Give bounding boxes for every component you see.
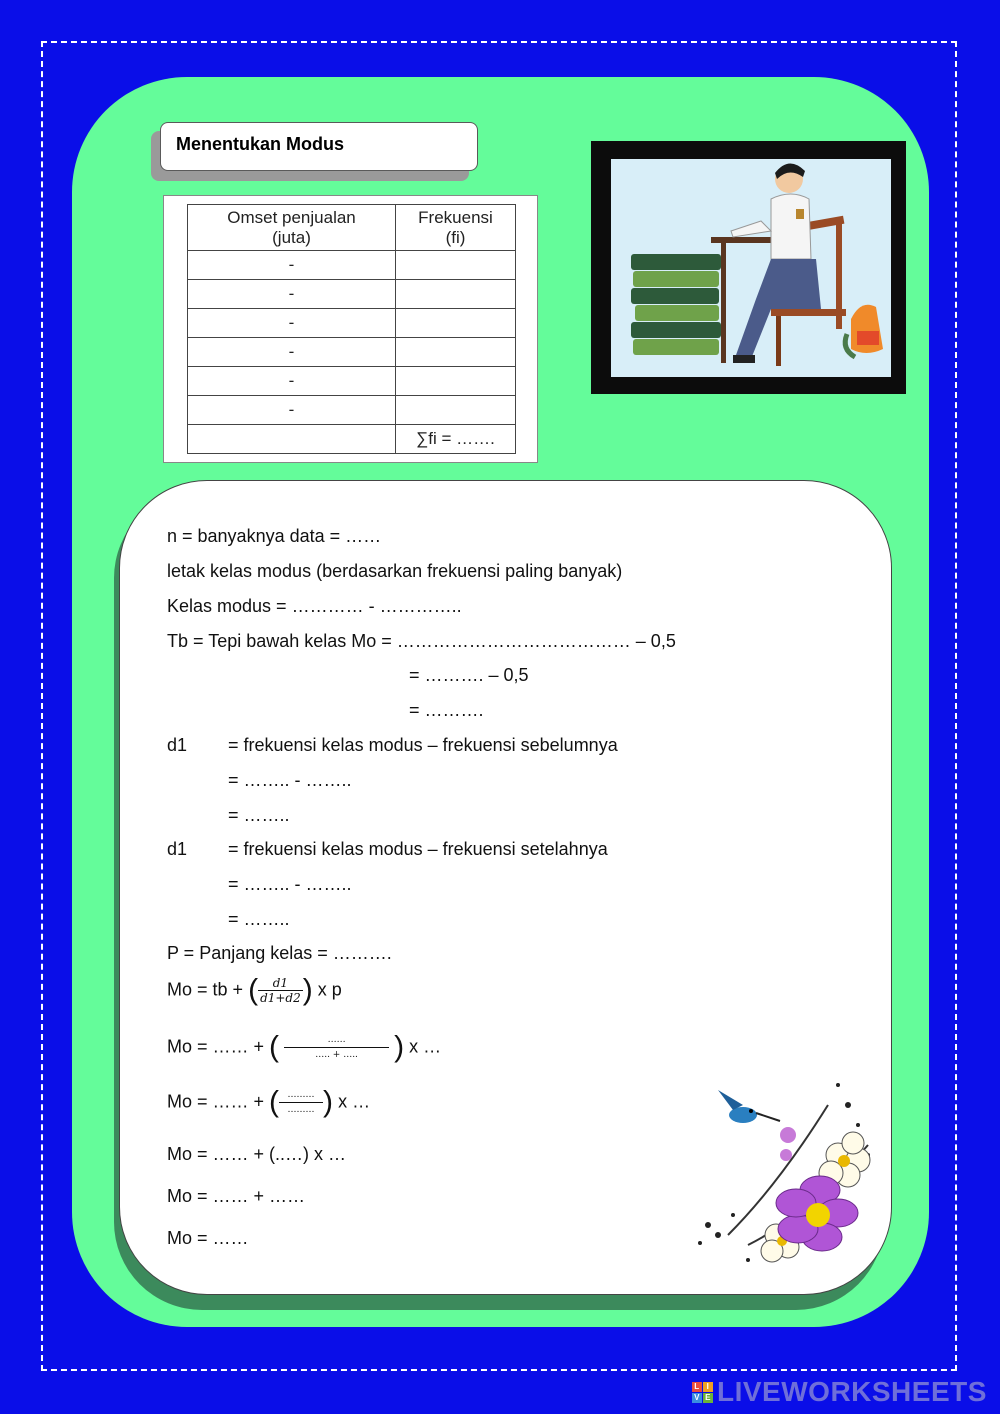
page-title: Menentukan Modus [160, 122, 478, 171]
omset-cell[interactable]: - [188, 251, 396, 280]
omset-cell[interactable]: - [188, 280, 396, 309]
d1-label: d1 [167, 735, 188, 755]
liveworksheets-watermark: L I V E LIVEWORKSHEETS [692, 1376, 987, 1408]
omset-cell[interactable]: - [188, 367, 396, 396]
student-illustration [611, 159, 891, 377]
table-row [188, 396, 516, 425]
freq-cell[interactable] [396, 280, 516, 309]
formula-fraction: $\frac{d1}{d1+d2}$ [260, 976, 301, 1005]
sum-cell: ∑fi = ……. [396, 425, 516, 454]
line-letak: letak kelas modus (berdasarkan frekuensi paling banyak) [167, 561, 623, 581]
omset-cell[interactable]: - [188, 309, 396, 338]
student-studying-icon [611, 159, 891, 377]
table-row [188, 367, 516, 396]
modus-step-2: Mo = …… + ( $\frac{\dots\dots\dots}{\dots\dots\dots}$ ) x … [167, 1085, 371, 1119]
freq-cell[interactable] [396, 367, 516, 396]
line-d2-result: = …….. [228, 909, 290, 929]
modus-step-4[interactable]: Mo = …… + …… [167, 1186, 306, 1206]
freq-cell[interactable] [396, 309, 516, 338]
flower-decoration-icon [688, 1065, 888, 1275]
line-d1-result: = …….. [228, 805, 290, 825]
omset-cell[interactable]: - [188, 396, 396, 425]
omset-cell[interactable]: - [188, 338, 396, 367]
table-row [188, 280, 516, 309]
step1-fraction: $\frac{\dots\dots}{\dots.. + \dots..}$ [284, 1033, 389, 1062]
sum-empty-cell [188, 425, 396, 454]
line-d2-calc: = …….. - …….. [228, 874, 352, 894]
line-d1-calc: = …….. - …….. [228, 770, 352, 790]
liveworksheets-logo-icon: L I V E [692, 1382, 713, 1403]
freq-cell[interactable] [396, 251, 516, 280]
line-tb-calc: = ………. – 0,5 [409, 665, 529, 685]
modus-step-1: Mo = …… + ( $\frac{\dots\dots}{\dots.. + \dots..}$ ) x … [167, 1030, 442, 1064]
line-d1: = frekuensi kelas modus – frekuensi sebelumnya [228, 735, 618, 755]
header-frekuensi: Frekuensi (fi) [396, 205, 516, 251]
line-kelas-modus: Kelas modus = ………… - ………….. [167, 596, 462, 616]
freq-cell[interactable] [396, 338, 516, 367]
freq-cell[interactable] [396, 396, 516, 425]
student-illustration-frame [591, 141, 906, 394]
table-sum-row [188, 425, 516, 454]
line-tb: Tb = Tepi bawah kelas Mo = ………………………………… – 0,5 [167, 631, 676, 651]
modus-result[interactable]: Mo = …… [167, 1228, 249, 1248]
line-panjang-kelas: P = Panjang kelas = ………. [167, 943, 392, 963]
frequency-table-card [163, 195, 538, 463]
table-header-row [188, 205, 516, 251]
header-omset: Omset penjualan (juta) [188, 205, 396, 251]
line-n: n = banyaknya data = …… [167, 526, 382, 546]
line-d2: = frekuensi kelas modus – frekuensi setelahnya [228, 839, 608, 859]
modus-step-3[interactable]: Mo = …… + (..…) x … [167, 1144, 347, 1164]
d2-label: d1 [167, 839, 188, 859]
line-tb-result: = ………. [409, 700, 484, 720]
table-row [188, 251, 516, 280]
modus-formula: Mo = tb + ( $\frac{d1}{d1+d2}$ ) x p [167, 973, 342, 1007]
table-row [188, 309, 516, 338]
frequency-table [187, 204, 516, 454]
table-row [188, 338, 516, 367]
step2-fraction: $\frac{\dots\dots\dots}{\dots\dots\dots}$ [279, 1088, 323, 1117]
